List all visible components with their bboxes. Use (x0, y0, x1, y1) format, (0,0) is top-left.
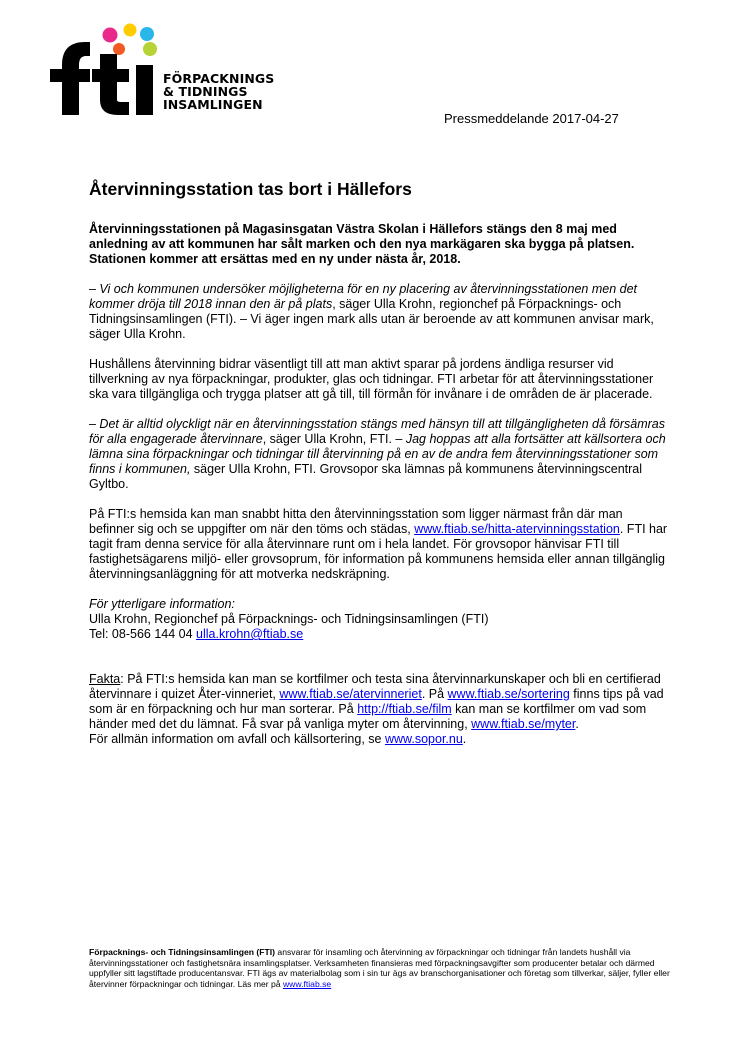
quote-text-2: Jag hoppas att alla fortsätter att källsortera och lämna sina förpackningar och tidningar till återvinning på en av de andra fem återvinningsstationer som finns i kommunen, (89, 432, 666, 476)
contact-phone (89, 627, 669, 642)
footer-paragraph (89, 947, 679, 989)
body-text: . FTI har tagit fram denna service för alla återvinnare runt om i hela landet. För grovsopor hänvisar FTI till fastighetsägarens miljö- eller grovsoprum, för information på kommunens hemsida eller annan tillgänglig återvinningsanläggning för att motverka nedskräpning. (89, 522, 668, 581)
contact-heading-text: För ytterligare information: (89, 597, 235, 611)
logo-dot-blue (140, 27, 154, 41)
contact-name: Ulla Krohn, Regionchef på Förpacknings- och Tidningsinsamlingen (FTI) (89, 612, 489, 626)
fakta-text: kan man se kortfilmer om vad som händer med det du lämnat. Få svar på vanliga myter om återvinning, (89, 702, 647, 731)
attribution-text: , säger Ulla Krohn, regionchef på Förpacknings- och Tidningsinsamlingen (FTI). – Vi äger ingen mark alls utan är beroende av att kommunen anvisar mark, säger Ulla Krohn. (89, 297, 654, 341)
quote-text: – Vi och kommunen undersöker möjligheterna för en ny placering av återvinningsstationen men det kommer dröja till 2018 innan den är på plats (89, 282, 638, 311)
article-body (89, 222, 669, 747)
phone-text: Tel: 08-566 144 04 (89, 627, 197, 641)
fakta-label: Fakta (89, 672, 121, 686)
logo-line-1: FÖRPACKNINGS (163, 71, 275, 86)
logo-letter-f (50, 42, 90, 115)
logo-line-2: & TIDNINGS (163, 84, 248, 99)
logo-dot-yellow (124, 24, 137, 37)
fakta-text: finns tips på vad som är en förpackning och hur man sorterar. På (89, 687, 664, 716)
fakta-text: . (575, 717, 579, 731)
link-hitta-atervinningsstation[interactable]: www.ftiab.se/hitta-atervinningsstation (414, 522, 620, 536)
closing-text: säger Ulla Krohn, FTI. Grovsopor ska lämnas på kommunens återvinningscentral Gyltbo. (89, 462, 643, 491)
footer-text: ansvarar för insamling och återvinning av förpackningar och tidningar från landets hushåll via återvinningsstationer och fastighetsnära insamlingsplatser. Verksamheten finansieras med förpackningsavgifter som producenter betalar och därmed uppfyller sitt lagstiftade producentansvar. FTI ägs av materialbolag som i sin tur ägs av branschorganisationer och företag som tillverkar, säljer, fyller eller återvinner förpackningar och tidningar. Läs mer på (89, 947, 670, 989)
page-title: Återvinningsstation tas bort i Hällefors (89, 179, 412, 199)
link-film[interactable]: http://ftiab.se/film (357, 702, 452, 716)
quote-paragraph-2 (89, 417, 669, 492)
body-paragraph-website (89, 507, 669, 582)
footer (89, 947, 679, 989)
logo-dot-pink (103, 28, 118, 43)
body-text: På FTI:s hemsida kan man snabbt hitta den återvinningsstation som ligger närmast från där man befinner sig och se uppgifter om när den töms och städas, (89, 507, 623, 536)
fakta-text: För allmän information om avfall och källsortering, se (89, 732, 385, 746)
fakta-paragraph (89, 672, 669, 732)
logo-line-3: INSAMLINGEN (163, 97, 263, 112)
body-paragraph-recycling: Hushållens återvinning bidrar väsentligt till att man aktivt sparar på jordens ändliga resurser vid tillverkning av nya förpackningar, produkter, glas och tidningar. FTI arbetar för att återvinningsstationer ska vara tillgängliga och trygga platser att gå till, till förmån för invånare i de områden de är placerade. (89, 357, 654, 401)
attribution-text: , säger Ulla Krohn, FTI. – (262, 432, 406, 446)
footer-org-name: Förpacknings- och Tidningsinsamlingen (FTI) (89, 947, 276, 957)
fakta-text: . (462, 732, 467, 746)
link-sortering[interactable]: www.ftiab.se/sortering (447, 687, 570, 701)
fakta-text: . På (421, 687, 448, 701)
logo-wordmark (163, 72, 274, 111)
logo-letter-i (136, 65, 153, 115)
logo-dot-orange (113, 43, 125, 55)
contact-heading (89, 597, 669, 612)
contact-email-link[interactable]: ulla.krohn@ftiab.se (196, 627, 304, 641)
press-release-date: Pressmeddelande 2017-04-27 (444, 111, 619, 126)
link-myter[interactable]: www.ftiab.se/myter (471, 717, 576, 731)
link-sopor[interactable]: www.sopor.nu (384, 732, 463, 746)
link-atervinneriet[interactable]: www.ftiab.se/atervinneriet (279, 687, 422, 701)
fakta-sopor (89, 732, 669, 747)
logo-dot-green (143, 42, 157, 56)
fakta-text: : På FTI:s hemsida kan man se kortfilmer och testa sina återvinnarkunskaper och bli en certifierad återvinnare i quizet Åter-vinneriet, (89, 672, 661, 701)
quote-text: – Det är alltid olyckligt när en återvinningsstation stängs med hänsyn till att tillgängligheten då försämras för alla engagerade återvinnare (89, 417, 666, 446)
lead-paragraph: Återvinningsstationen på Magasinsgatan Västra Skolan i Hällefors stängs den 8 maj med anledning av att kommunen har sålt marken och den nya markägaren ska bygga på platsen. Stationen kommer att ersättas med en ny under nästa år, 2018. (89, 222, 635, 266)
footer-link-ftiab[interactable]: www.ftiab.se (282, 978, 332, 989)
quote-paragraph-1 (89, 282, 669, 342)
logo-letter-t (92, 54, 129, 115)
